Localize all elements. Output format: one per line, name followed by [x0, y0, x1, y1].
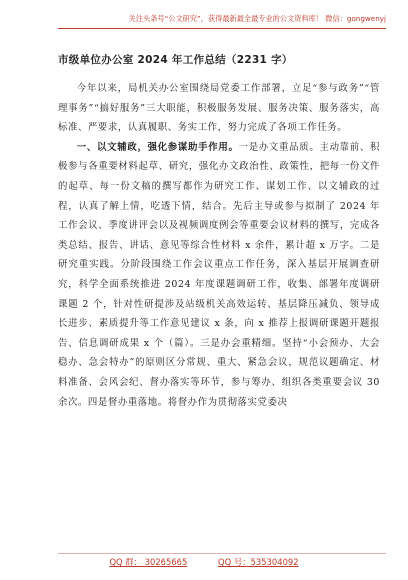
intro-paragraph: 今年以来，局机关办公室围绕局党委工作部署，立足“参与政务”“管理事务”“搞好服务”三大职能，积极服务发展、服务决策、服务落实，高标准、严要求，认真履职、务实工作，努力完成了各项工作任务。	[58, 83, 380, 134]
header-promo-text: 关注头条号“公文研究”，获得最新最全最专业的公文资料库！ 微信：gongwenyj	[128, 14, 386, 23]
section-1-paragraph	[58, 138, 380, 412]
footer-contact	[0, 556, 408, 568]
section-1-heading: 一、以文辅政，强化参谋助手作用。	[76, 141, 239, 153]
footer-qq-number[interactable]: QQ 号：535304092	[218, 557, 299, 567]
section-1-body: 一是办文重品质。主动靠前、积极参与各重要材料起草、研究，强化办文政治性、政策性，把每一份文件的起草、每一份文稿的撰写都作为研究工作、谋划工作、以文辅政的过程，认真了解上情，吃透下情，结合。先后主导或参与拟制了 2024 年工作会议、季度讲评会以及视频调度例会等重要会议材料的撰写，完成各类总结、报告、讲话、意见等综合性材料 x 余件，累计超 x 万字。二是研究重实践。分阶段围绕工作会议重点工作任务，深入基层开展调查研究，科学全面系统推进 2024 年度课题调研工作，收集、部署年度调研课题 2 个，针对性研提涉及站级机关高效运转、基层降压减负、领导成长进步、素质提升等工作意见建议 x 条，向 x 推荐上报调研课题开题报告、信息调研成果 x 个（篇）。三是办会重精细。坚持“小会预办、大会稳办、急会特办”的原则区分常规、重大、紧急会议，规范议题确定、材料准备、会风会纪、督办落实等环节，参与筹办、组织各类重要会议 30 余次。四是督办重落地。将督办作为贯彻落实党委决	[58, 141, 380, 408]
document-body	[58, 52, 380, 540]
document-title: 市级单位办公室 2024 年工作总结（2231 字）	[58, 54, 293, 66]
footer-divider	[58, 553, 386, 554]
footer-qq-group[interactable]: QQ 群： 30265665	[109, 557, 188, 567]
header-divider	[58, 28, 386, 29]
